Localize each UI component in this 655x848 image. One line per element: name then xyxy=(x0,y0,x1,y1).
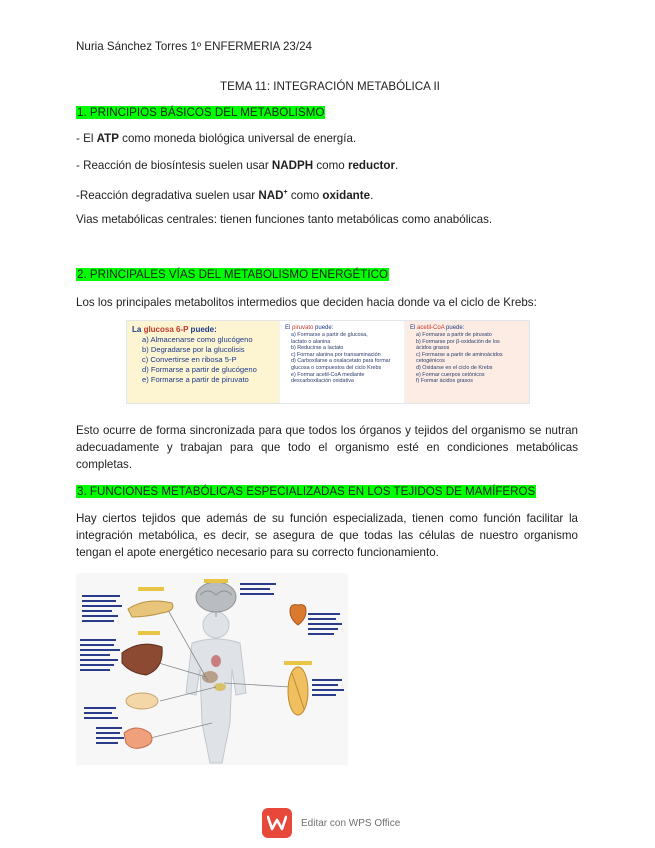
list-item: a) Almacenarse como glucógeno xyxy=(142,335,253,344)
section-1-heading xyxy=(76,106,325,120)
glucose-6p-title: La glucosa 6-P puede: xyxy=(132,325,217,334)
list-item: b) Degradarse por la glucolisis xyxy=(142,345,245,354)
tissues-paragraph: Hay ciertos tejidos que además de su función especializada, tienen como función facilitar la integración metabólica, es decir, se asegura de que todas las células de nuestro organismo tengan el apote energético necesario para su correcto funcionamiento. xyxy=(76,512,578,559)
central-pathways-line: Vias metabólicas centrales: tienen funciones tanto metabólicas como anabólicas. xyxy=(76,213,493,226)
list-item: c) Formarse a partir de aminoácidos xyxy=(416,351,503,358)
list-item: f) Formar ácidos grasos xyxy=(416,378,473,385)
highlighted-heading: 1. PRINCIPIOS BÁSICOS DEL METABOLISMO xyxy=(77,106,325,119)
intestine-icon xyxy=(124,728,152,748)
highlighted-heading: 2. PRINCIPALES VÍAS DEL METABOLISMO ENERGÉTICO xyxy=(77,268,388,281)
glucose-6p-box xyxy=(127,321,279,403)
liver-icon xyxy=(122,631,162,675)
wps-logo-icon[interactable] xyxy=(262,808,292,838)
acetyl-coa-box xyxy=(405,321,529,403)
list-item: lactato o alanina xyxy=(291,338,331,345)
list-item: c) Formar alanina por transaminación xyxy=(291,351,381,358)
list-item: d) Formarse a partir de glucógeno xyxy=(142,365,257,374)
list-item: ácidos grasos xyxy=(416,345,450,352)
list-item: e) Formar cuerpos cetónicos xyxy=(416,371,485,378)
adipose-tissue-icon xyxy=(126,693,158,709)
wps-footer[interactable] xyxy=(262,806,400,840)
list-item: b) Formarse por β-oxidación de los xyxy=(416,338,500,345)
list-item: a) Formarse a partir de glucosa, xyxy=(291,332,368,338)
author-header: Nuria Sánchez Torres 1º ENFERMERIA 23/24 xyxy=(76,40,312,53)
list-item: a) Formarse a partir de piruvato xyxy=(416,332,492,338)
nad-line: -Reacción degradativa suelen usar NAD+ como oxidante. xyxy=(76,188,374,202)
list-item: c) Convertirse en ribosa 5-P xyxy=(142,355,237,364)
pancreas-icon xyxy=(128,587,173,617)
document-title: TEMA 11: INTEGRACIÓN METABÓLICA II xyxy=(220,80,440,93)
list-item: b) Reducirse a lactato xyxy=(291,345,344,352)
list-item: d) Oxidarse en el ciclo de Krebs xyxy=(416,364,493,371)
metabolites-intro: Los los principales metabolitos intermedios que deciden hacia donde va el ciclo de Krebs: xyxy=(76,296,537,309)
list-item: descarboxilación oxidativa xyxy=(291,378,354,385)
section-2-heading xyxy=(76,268,389,282)
highlighted-heading: 3. FUNCIONES METABÓLICAS ESPECIALIZADAS EN LOS TEJIDOS DE MAMÍFEROS xyxy=(77,485,536,498)
list-item: cetogénicos xyxy=(416,358,445,365)
list-item: glucosa o compuestos del ciclo Krebs xyxy=(291,364,382,371)
list-item: d) Carboxilarse a oxalacetato para formar xyxy=(291,358,391,365)
nadph-line: - Reacción de biosíntesis suelen usar NADPH como reductor. xyxy=(76,159,399,172)
wps-edit-link[interactable]: Editar con WPS Office xyxy=(301,817,401,829)
synchronization-paragraph: Esto ocurre de forma sincronizada para que todos los órganos y tejidos del organismo se nutran adecuadamente y trabajan para que todo el organismo esté en condiciones metabólicas completas. xyxy=(76,424,578,471)
acetyl-coa-title: El acetil-CoA puede: xyxy=(410,325,465,331)
heart-icon xyxy=(290,605,306,625)
metabolites-figure xyxy=(126,320,530,404)
pyruvate-title: El piruvato puede: xyxy=(285,325,334,331)
section-3-heading xyxy=(76,485,536,499)
tissue-functions-figure xyxy=(76,573,348,765)
organs-illustration xyxy=(76,573,348,765)
pyruvate-box xyxy=(280,321,404,403)
body-liver xyxy=(202,671,218,683)
list-item: e) Formarse a partir de piruvato xyxy=(142,375,249,384)
list-item: e) Formar acetil-CoA mediante xyxy=(291,371,365,378)
muscle-icon xyxy=(284,661,312,715)
atp-line: - El ATP como moneda biológica universal de energía. xyxy=(76,132,357,145)
body-heart xyxy=(211,655,221,667)
brain-icon xyxy=(196,579,236,612)
